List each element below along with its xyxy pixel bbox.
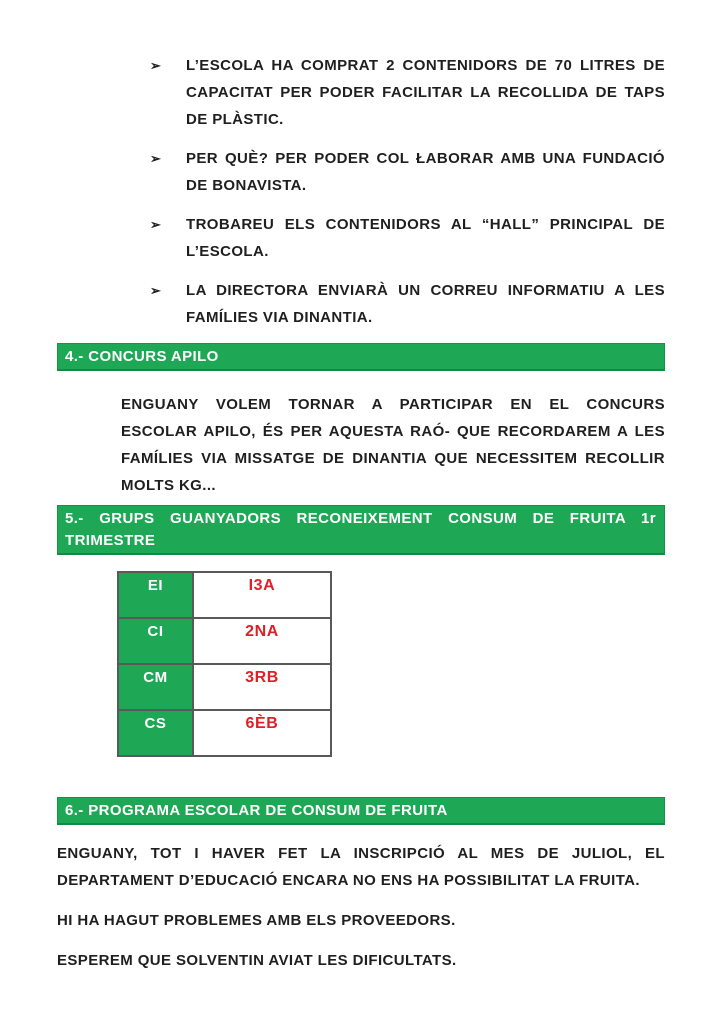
arrow-bullet-icon: ➢ [150, 283, 161, 298]
bullet-line: FAMÍLIES VIA DINANTIA. [186, 309, 373, 326]
paragraph-line: HI HA HAGUT PROBLEMES AMB ELS PROVEEDORS. [57, 912, 456, 929]
section-5-title-line: 5.- GRUPS GUANYADORS RECONEIXEMENT CONSUM DE FRUITA 1r [65, 510, 656, 527]
arrow-bullet-icon: ➢ [150, 58, 161, 73]
paragraph-line: ENGUANY VOLEM TORNAR A PARTICIPAR EN EL CONCURS [121, 396, 665, 413]
bullet-line: CAPACITAT PER PODER FACILITAR LA RECOLLIDA DE TAPS [186, 84, 665, 101]
bullet-list [150, 0, 665, 331]
bullet-line: LA DIRECTORA ENVIARÀ UN CORREU INFORMATIU A LES [186, 282, 665, 299]
table-row [118, 572, 331, 618]
cycle-label-cell: CM [118, 664, 193, 710]
bullet-item [150, 52, 665, 133]
section-5-title-line: TRIMESTRE [65, 532, 156, 549]
cycle-label-cell: CS [118, 710, 193, 756]
bullet-line: L’ESCOLA. [186, 243, 269, 260]
section-6-paragraph [57, 907, 665, 934]
winners-table [117, 571, 332, 757]
section-4-title: 4.- CONCURS APILO [65, 348, 219, 365]
winner-group-cell: 2NA [193, 618, 331, 664]
paragraph-line: ESPEREM QUE SOLVENTIN AVIAT LES DIFICULTATS. [57, 952, 457, 969]
bullet-line: TROBAREU ELS CONTENIDORS AL “HALL” PRINCIPAL DE [186, 216, 665, 233]
bullet-text [186, 277, 665, 331]
bullet-text [186, 52, 665, 133]
section-5-header [57, 505, 665, 555]
bullet-line: L’ESCOLA HA COMPRAT 2 CONTENIDORS DE 70 LITRES DE [186, 57, 665, 74]
bullet-item [150, 145, 665, 199]
cycle-label-cell: CI [118, 618, 193, 664]
section-4-paragraph [121, 391, 665, 499]
section-6-header [57, 797, 665, 825]
table-row [118, 618, 331, 664]
paragraph-line: ESCOLAR APILO, ÉS PER AQUESTA RAÓ- QUE RECORDAREM A LES [121, 423, 665, 440]
paragraph-line: DEPARTAMENT D’EDUCACIÓ ENCARA NO ENS HA POSSIBILITAT LA FRUITA. [57, 872, 640, 889]
winner-group-cell: 3RB [193, 664, 331, 710]
arrow-bullet-icon: ➢ [150, 151, 161, 166]
bullet-line: DE PLÀSTIC. [186, 111, 284, 128]
section-6-paragraph [57, 840, 665, 894]
bullet-item [150, 211, 665, 265]
bullet-line: PER QUÈ? PER PODER COL ŁABORAR AMB UNA FUNDACIÓ [186, 150, 665, 167]
paragraph-line: ENGUANY, TOT I HAVER FET LA INSCRIPCIÓ AL MES DE JULIOL, EL [57, 845, 665, 862]
table-row [118, 710, 331, 756]
paragraph-line: MOLTS KG... [121, 477, 216, 494]
section-6-title: 6.- PROGRAMA ESCOLAR DE CONSUM DE FRUITA [65, 802, 448, 819]
winner-group-cell: 6ÈB [193, 710, 331, 756]
section-4-header [57, 343, 665, 371]
bullet-text [186, 145, 665, 199]
bullet-text [186, 211, 665, 265]
table-row [118, 664, 331, 710]
cycle-label-cell: EI [118, 572, 193, 618]
paragraph-line: FAMÍLIES VIA MISSATGE DE DINANTIA QUE NECESSITEM RECOLLIR [121, 450, 665, 467]
bullet-item [150, 277, 665, 331]
arrow-bullet-icon: ➢ [150, 217, 161, 232]
section-6-paragraph [57, 947, 665, 974]
bullet-line: DE BONAVISTA. [186, 177, 307, 194]
page-content [57, 0, 665, 974]
winner-group-cell: I3A [193, 572, 331, 618]
